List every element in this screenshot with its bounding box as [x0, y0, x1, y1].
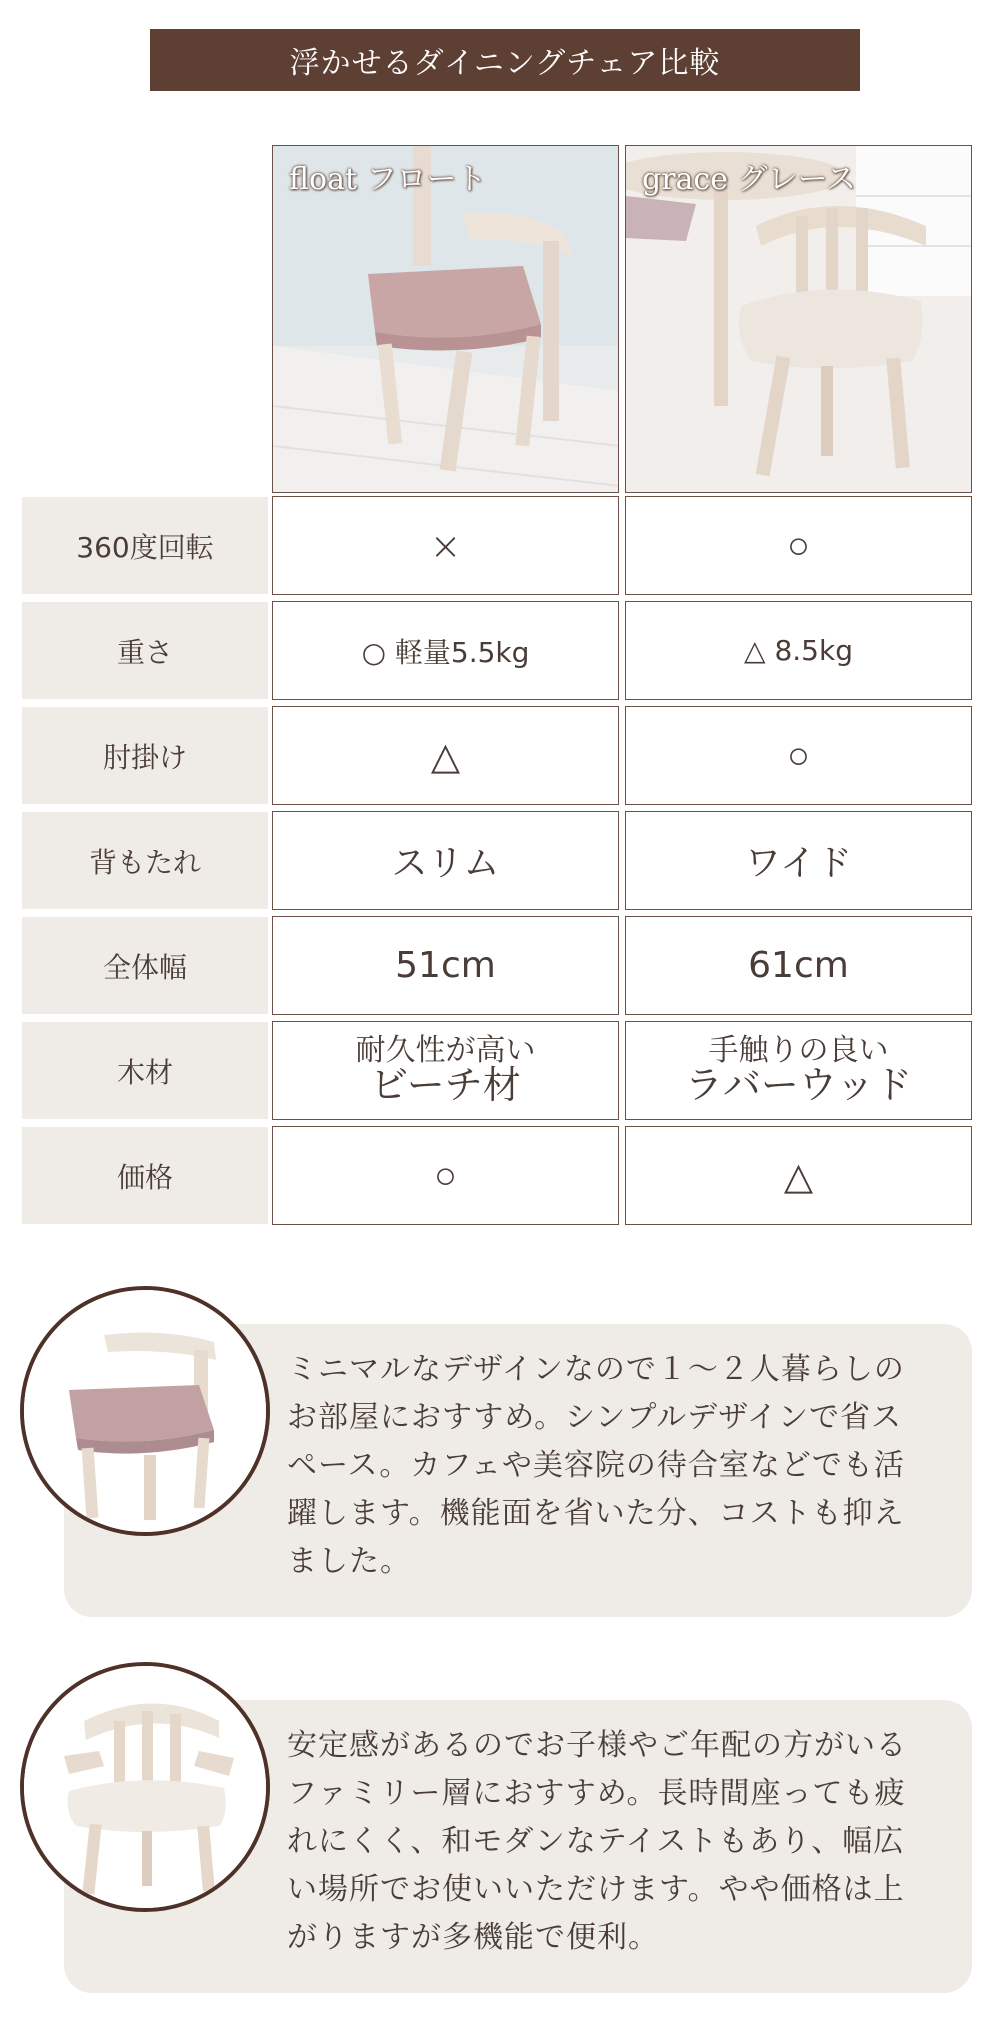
description-float-line: ました。: [287, 1544, 411, 1579]
chair-float-thumbnail: [20, 1286, 270, 1536]
description-float-line: ペース。カフェや美容院の待合室などでも活: [287, 1448, 905, 1483]
description-text-float: [287, 1346, 937, 1586]
cell-grace-armrest: ○: [625, 706, 972, 805]
description-grace-line: ファミリー層におすすめ。長時間座っても疲: [287, 1776, 906, 1811]
cell-float-rotation: ×: [272, 496, 619, 595]
cell-grace-wood-line1: 手触りの良い: [708, 1032, 889, 1068]
product-photo-float: [272, 145, 619, 493]
description-text-grace: [287, 1722, 937, 1962]
page-title: 浮かせるダイニングチェア比較: [150, 29, 860, 91]
description-grace-line: がりますが多機能で便利。: [287, 1920, 659, 1955]
cell-float-backrest: スリム: [272, 811, 619, 910]
cell-float-price: ○: [272, 1126, 619, 1225]
chair-grace-thumbnail-icon: [24, 1666, 266, 1908]
cell-float-wood: [272, 1021, 619, 1120]
cell-grace-weight: △ 8.5kg: [625, 601, 972, 700]
chair-float-photo-icon: [273, 146, 619, 493]
cell-grace-wood: [625, 1021, 972, 1120]
row-label-price: 価格: [22, 1127, 268, 1224]
row-label-width: 全体幅: [22, 917, 268, 1014]
description-grace-line: れにくく、和モダンなテイストもあり、幅広: [287, 1824, 905, 1859]
chair-float-thumbnail-icon: [24, 1290, 266, 1532]
cell-float-width: 51cm: [272, 916, 619, 1015]
description-grace-line: い場所でお使いいただけます。やや価格は上: [287, 1872, 905, 1907]
row-label-backrest: 背もたれ: [22, 812, 268, 909]
cell-grace-wood-line2: ラバーウッド: [684, 1063, 913, 1108]
product-photo-grace: [625, 145, 972, 493]
chair-grace-photo-icon: [626, 146, 972, 493]
product-name-grace: grace グレース: [642, 162, 857, 197]
cell-float-wood-line2: ビーチ材: [370, 1063, 521, 1108]
product-name-float: float フロート: [289, 162, 487, 197]
description-float-line: お部屋におすすめ。シンプルデザインで省ス: [287, 1400, 903, 1435]
row-label-armrest: 肘掛け: [22, 707, 268, 804]
cell-float-wood-line1: 耐久性が高い: [355, 1032, 536, 1068]
row-label-rotation: 360度回転: [22, 497, 268, 594]
cell-float-weight: ○ 軽量5.5kg: [272, 601, 619, 700]
chair-grace-thumbnail: [20, 1662, 270, 1912]
row-label-weight: 重さ: [22, 602, 268, 699]
description-grace-line: 安定感があるのでお子様やご年配の方がいる: [287, 1728, 907, 1763]
cell-grace-rotation: ○: [625, 496, 972, 595]
description-float-line: 躍します。機能面を省いた分、コストも抑え: [287, 1496, 905, 1531]
cell-float-armrest: △: [272, 706, 619, 805]
description-float-line: ミニマルなデザインなので１～２人暮らしの: [287, 1352, 905, 1387]
cell-grace-backrest: ワイド: [625, 811, 972, 910]
cell-grace-price: △: [625, 1126, 972, 1225]
cell-grace-width: 61cm: [625, 916, 972, 1015]
row-label-wood: 木材: [22, 1022, 268, 1119]
